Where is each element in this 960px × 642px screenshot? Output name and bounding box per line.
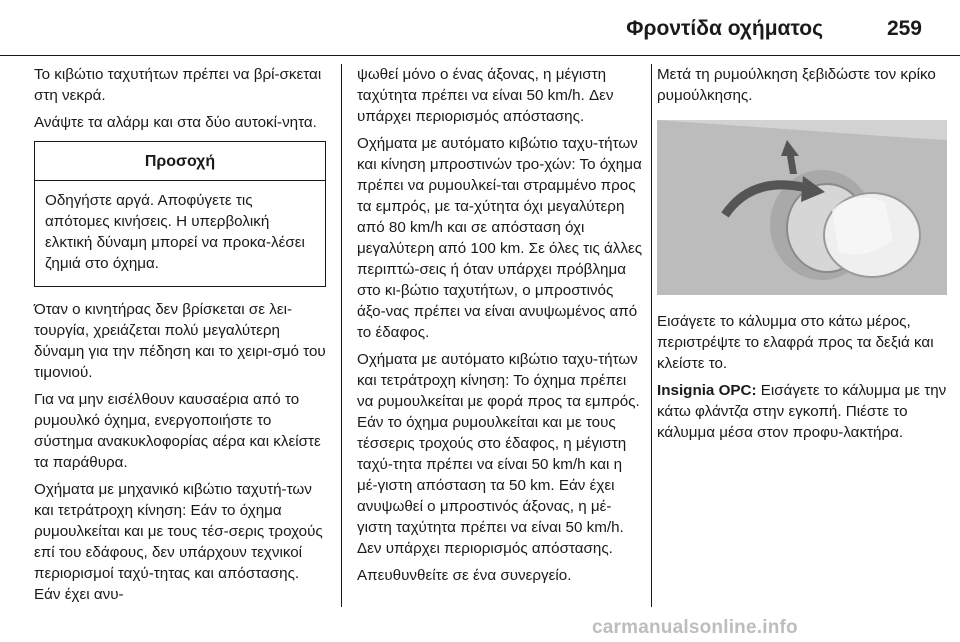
paragraph: ψωθεί μόνο ο ένας άξονας, η μέγιστη ταχύτητα πρέπει να είναι 50 km/h. Δεν υπάρχει περιορισμός απόστασης. [357,66,614,125]
paragraph: Μετά τη ρυμούλκηση ξεβιδώστε τον κρίκο ρυμούλκησης. [657,66,936,104]
page-header [0,0,960,56]
paragraph: Οχήματα με αυτόματο κιβώτιο ταχυ-τήτων και κίνηση μπροστινών τρο-χών: Το όχημα πρέπει να ρυμουλκεί-ται στραμμένο προς τα εμπρός, με τα-χύτητα όχι μεγαλύτερη από 80 km/h και σε απόσταση όχι μεγαλύτερη από 100 km. Σε όλες τις άλλες περιπτώ-σεις ή όταν υπάρχει πρόβλημα στο κι-βώτιο ταχυτήτων, ο μπροστινός άξο-νας πρέπει να είναι ανυψωμένος από το έδαφος. [357,135,643,341]
tow-eye-cover-illustration [657,120,947,295]
column-right [657,64,947,449]
watermark: carmanualsonline.info [592,617,798,638]
caution-box [34,141,326,287]
opc-label: Insignia OPC: [657,382,757,399]
column-left [34,64,326,611]
paragraph: Ανάψτε τα αλάρμ και στα δύο αυτοκί-νητα. [34,114,317,131]
paragraph-opc [657,380,947,443]
caution-text: Οδηγήστε αργά. Αποφύγετε τις απότομες κινήσεις. Η υπερβολική ελκτική δύναμη μπορεί να προκα-λέσει ζημιά στο όχημα. [45,192,305,272]
column-divider [341,64,342,607]
paragraph: Απευθυνθείτε σε ένα συνεργείο. [357,567,572,584]
opc-text: Εισάγετε το κάλυμμα με την κάτω φλάντζα στην εγκοπή. Πιέστε το κάλυμμα μέσα στον προφυ-λακτήρα. [657,382,947,441]
caution-title: Προσοχή [35,142,325,181]
paragraph: Το κιβώτιο ταχυτήτων πρέπει να βρί-σκεται στη νεκρά. [34,66,322,104]
page-title: Φροντίδα οχήματος [626,17,823,40]
header-divider [0,55,960,56]
paragraph: Οχήματα με αυτόματο κιβώτιο ταχυ-τήτων και τετράτροχη κίνηση: Το όχημα πρέπει να ρυμουλκείται με φορά προς τα εμπρός. Εάν το όχημα ρυμουλκείται και με τους τέσσερις τροχούς στο έδαφος, η μέγιστη ταχύ-τητα πρέπει να είναι 50 km/h και η μέ-γιστη απόσταση τα 50 km. Εάν έχει ανυψωθεί ο μπροστινός άξονας, η μέ-γιστη ταχύτητα πρέπει να είναι 50 km/h. Δεν υπάρχει περιορισμός απόστασης. [357,351,640,557]
column-middle [357,64,645,592]
paragraph: Οχήματα με μηχανικό κιβώτιο ταχυτή-των και τετράτροχη κίνηση: Εάν το όχημα ρυμουλκείται και με τους τέσ-σερις τροχούς επί του εδάφους, δεν υπάρχουν τεχνικοί περιορισμοί ταχύ-τητας και απόστασης. Εάν έχει ανυ- [34,481,323,603]
cover-illustration-svg [657,120,947,295]
paragraph: Εισάγετε το κάλυμμα στο κάτω μέρος, περιστρέψτε το ελαφρά προς τα δεξιά και κλείστε το. [657,313,934,372]
paragraph: Για να μην εισέλθουν καυσαέρια από το ρυμουλκό όχημα, ενεργοποιήστε το σύστημα ανακυκλοφορίας αέρα και κλείστε τα παράθυρα. [34,391,321,471]
column-divider [651,64,652,607]
paragraph: Όταν ο κινητήρας δεν βρίσκεται σε λει-τουργία, χρειάζεται πολύ μεγαλύτερη δύναμη για την πέδηση και το χειρι-σμό του τιμονιού. [34,301,326,381]
page-number: 259 [886,17,922,40]
